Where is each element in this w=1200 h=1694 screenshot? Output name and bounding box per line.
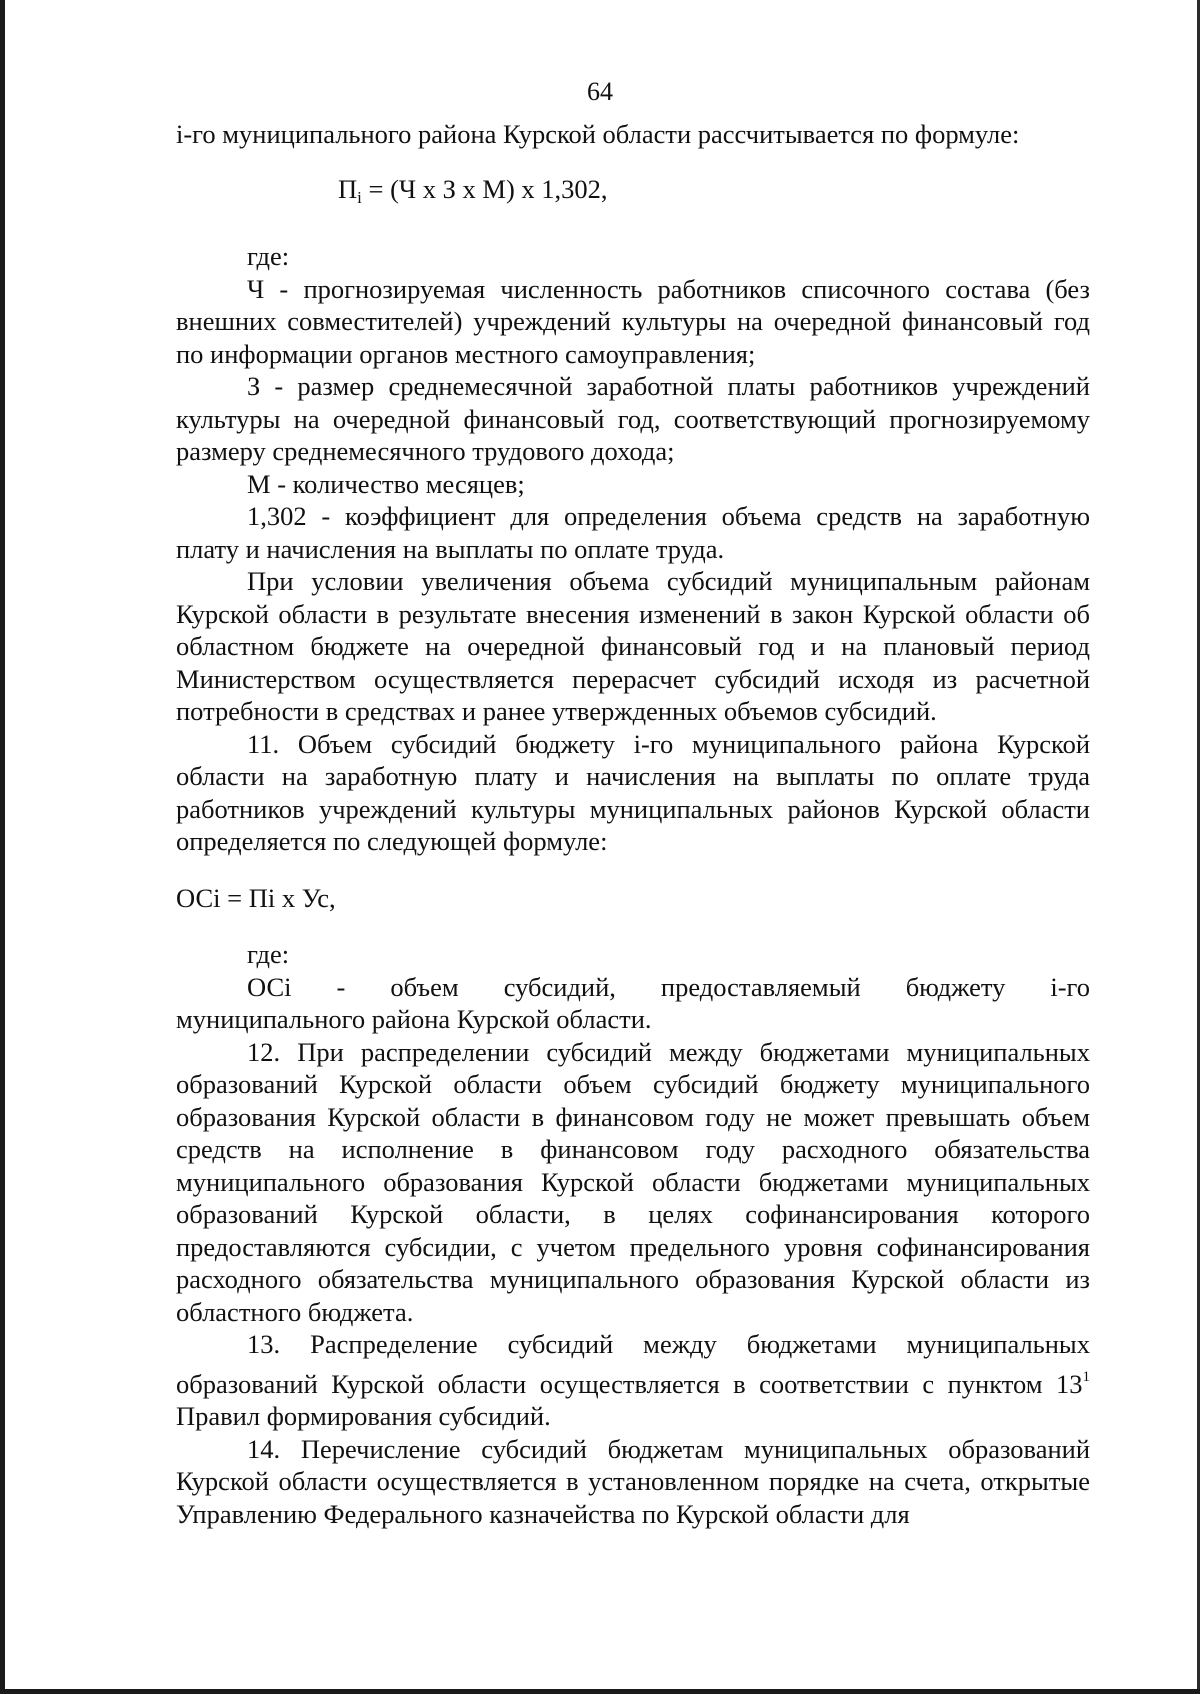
definition-osi-word: - — [336, 971, 346, 1002]
paragraph-13-superscript: 1 — [1082, 1368, 1090, 1385]
page-number: 64 — [587, 77, 613, 106]
paragraph-12: 12. При распределении субсидий между бюджетами муниципальных образований Курской области объем субсидий бюджету муниципального образования Курской области в финансовом году не может превышать объем средств на исполнение в финансовом году расходного обязательства муниципального образования Курской области бюджетами муниципальных образований Курской области, в целях софинансирования которого предоставляются субсидии, с учетом предельного уровня софинансирования расходного обязательства муниципального образования Курской области из областного бюджета. — [176, 1036, 1090, 1327]
definition-ch: Ч - прогнозируемая численность работников списочного состава (без внешних совместителей) учреждений культуры на очередной финансовый год по информации органов местного самоуправления; — [176, 273, 1090, 369]
formula-pi-main: П — [338, 173, 358, 204]
paragraph-increase: При условии увеличения объема субсидий муниципальным районам Курской области в результате внесения изменений в закон Курской области об областном бюджете на очередной финансовый год и на плановый период Министерством осуществляется перерасчет субсидий исходя из расчетной потребности в средствах и ранее утвержденных объемов субсидий. — [176, 566, 1090, 726]
formula-pi-sub: i — [357, 187, 362, 207]
definition-osi-word: i-го — [1050, 971, 1090, 1002]
definition-osi-word: объем — [390, 971, 459, 1002]
document-body — [176, 118, 1090, 1530]
formula-osi: ОСi = Пi х Ус, — [176, 882, 336, 913]
paragraph-13 — [176, 1328, 1090, 1433]
intro-line: i-го муниципального района Курской области рассчитывается по формуле: — [176, 119, 1020, 149]
definition-z: З - размер среднемесячной заработной платы работников учреждений культуры на очередной финансовый год, соответствующий прогнозируемому размеру среднемесячного трудового дохода; — [176, 371, 1090, 466]
where-label-2: где: — [247, 939, 290, 969]
definition-osi-word: ОСi — [247, 971, 292, 1002]
definition-osi-word: бюджету — [905, 971, 1006, 1002]
definition-osi-word: субсидий, — [503, 971, 616, 1002]
where-label-1: где: — [247, 241, 290, 271]
definition-osi-tail: муниципального района Курской области. — [176, 1004, 652, 1034]
scan-edge-bottom — [0, 1689, 1200, 1694]
definition-osi-first-line — [176, 971, 1090, 1004]
formula-pi — [176, 173, 1090, 215]
scan-edge-left — [0, 0, 5, 1694]
definition-osi-word: предоставляемый — [660, 971, 861, 1002]
paragraph-14: 14. Перечисление субсидий бюджетам муниципальных образований Курской области осуществляется в установленном порядке на счета, открытые Управлению Федерального казначейства по Курской области для — [176, 1433, 1090, 1529]
paragraph-13-text: 13. Распределение субсидий между бюджетами муниципальных образований Курской области осуществляется в соответствии с пунктом 13 — [176, 1329, 1090, 1399]
definition-coefficient: 1,302 - коэффициент для определения объема средств на заработную плату и начисления на выплаты по оплате труда. — [176, 501, 1090, 564]
paragraph-11: 11. Объем субсидий бюджету i-го муниципального района Курской области на заработную плату и начисления на выплаты по оплате труда работников учреждений культуры муниципальных районов Курской области определяется по следующей формуле: — [176, 728, 1090, 856]
definition-m: М - количество месяцев; — [247, 468, 525, 499]
formula-pi-rest: = (Ч х З х М) х 1,302, — [361, 173, 608, 204]
paragraph-13-tail: Правил формирования субсидий. — [176, 1401, 551, 1431]
